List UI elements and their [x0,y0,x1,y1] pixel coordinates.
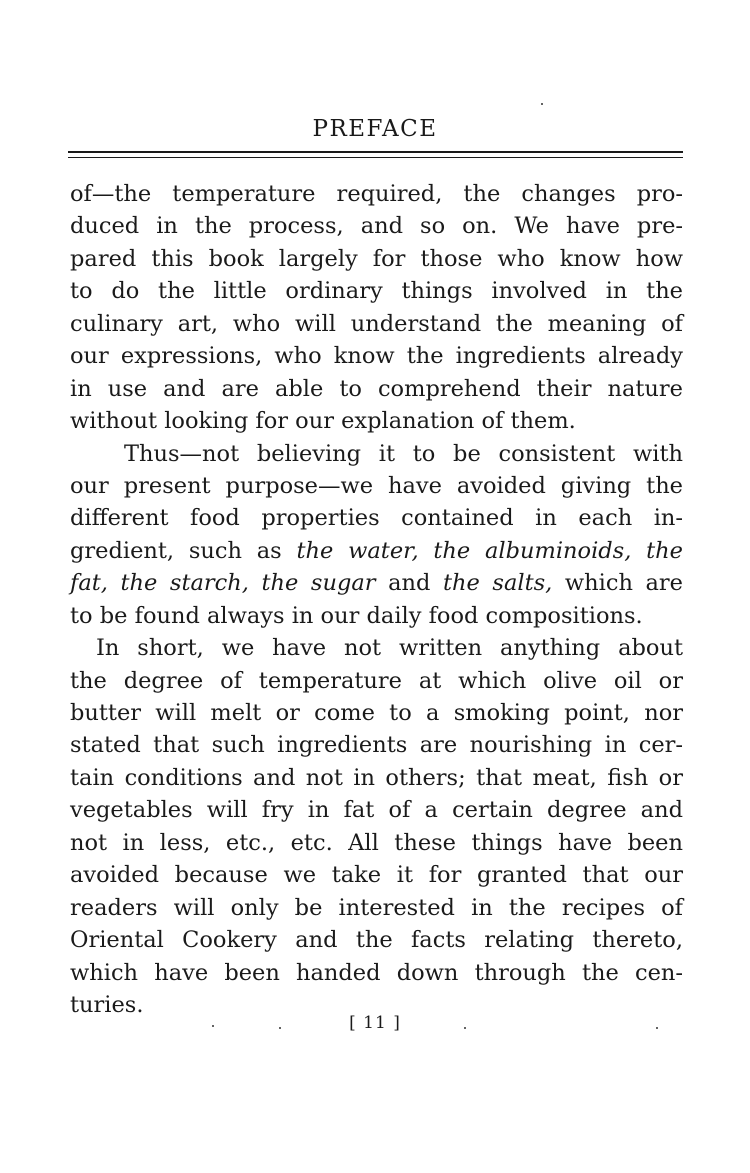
italic-phrase: fat, the starch, the sugar [70,570,376,597]
print-speck [464,1027,466,1029]
text-line: the degree of temperature at which olive oil or [70,667,683,694]
print-speck [279,1027,281,1029]
running-head: PREFACE [312,116,438,142]
text-line: of—the temperature required, the changes pro- [70,181,683,207]
text-line: Oriental Cookery and the facts relating thereto, [70,927,683,954]
header-rule-thick [68,151,683,153]
text-line: stated that such ingredients are nourishing in cer- [70,732,683,759]
text-line: our present purpose—we have avoided giving the [70,472,683,499]
text-line: in use and are able to comprehend their nature [70,375,683,402]
text-line: In short, we have not written anything about [96,635,683,662]
text-line: duced in the process, and so on. We have pre- [70,213,683,240]
text-line: turies. [70,991,144,1018]
text-line: to do the little ordinary things involved in the [70,278,683,305]
text-line: avoided because we take it for granted that our [70,862,683,889]
print-speck [212,1025,214,1027]
text-line: Thus—not believing it to be consistent with [124,440,683,467]
text-line: different food properties contained in each in- [70,505,683,532]
print-speck [541,103,543,105]
text-line: tain conditions and not in others; that meat, fish or [70,764,683,791]
header-rule-thin [68,157,683,158]
page-number: [ 11 ] [349,1013,401,1033]
text-line: vegetables will fry in fat of a certain degree and [70,797,683,824]
text-line: pared this book largely for those who know how [70,245,683,272]
body-text [70,178,683,1021]
text-line: to be found always in our daily food compositions. [70,602,643,629]
text-line: culinary art, who will understand the meaning of [70,310,683,337]
italic-phrase: the water, the albuminoids, the [296,537,683,564]
text-line: not in less, etc., etc. All these things have been [70,829,683,856]
text-line: readers will only be interested in the recipes of [70,894,683,921]
print-speck [656,1027,658,1029]
italic-phrase: the salts, [443,570,553,597]
text-line: butter will melt or come to a smoking point, nor [70,700,683,726]
text-line: our expressions, who know the ingredients already [70,343,683,370]
text-line: gredient, such as the water, the albuminoids, the [70,537,683,564]
text-line: without looking for our explanation of them. [70,408,576,435]
text-line: which have been handed down through the cen- [70,959,683,986]
text-line: fat, the starch, the sugar and the salts, which are [70,570,683,597]
